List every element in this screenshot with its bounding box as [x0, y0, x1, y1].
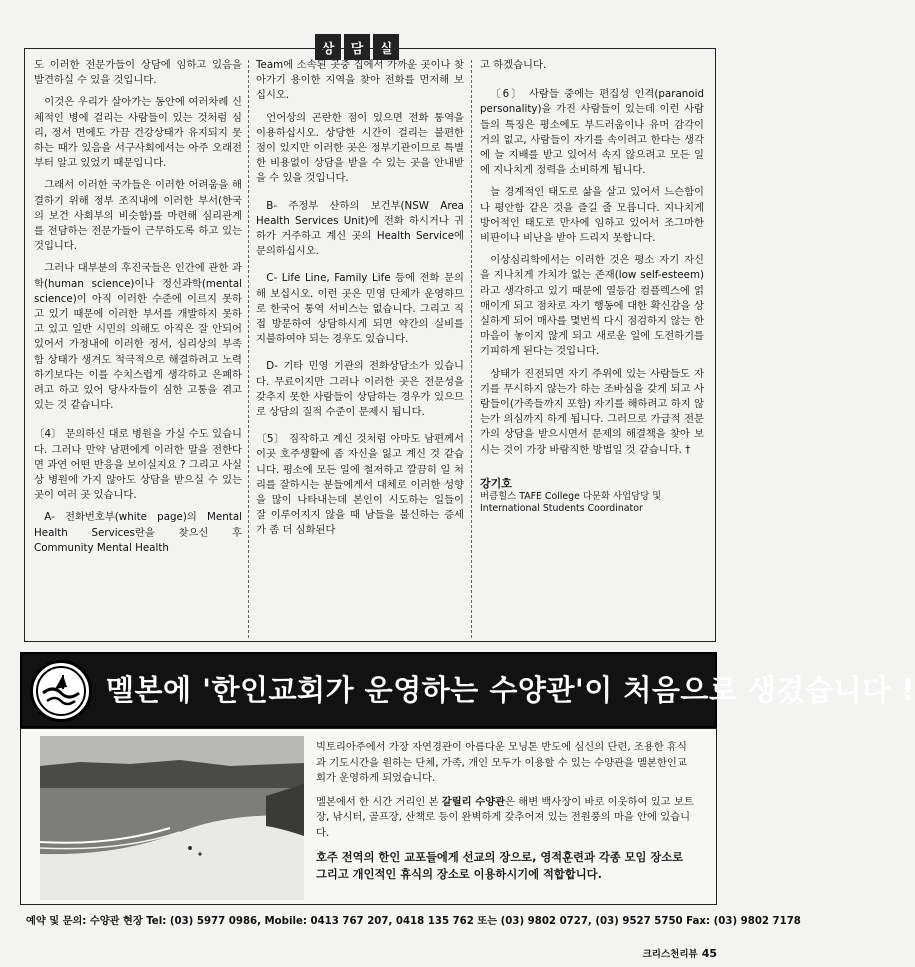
retreat-name: 갈릴리 수양관	[441, 795, 506, 808]
paragraph: D- 기타 민영 기관의 전화상담소가 있습니다. 무료이지만 그러나 이러한 곳은 전문성을 갖추지 못한 사람들이 상담하는 경우가 있으므로 상담의 질적 수준이 문제시 됩니다.	[256, 360, 464, 419]
article-column-3	[480, 58, 704, 515]
section-tag: 상	[315, 34, 341, 60]
paragraph: 〔4〕 문의하신 대로 병원을 가실 수도 있습니다. 그러나 만약 남편에게 이러한 말을 전한다면 과연 어떤 반응을 보이실지요 ? 그리고 사실상 병원에 가지 않아도 상담을 받으실 수 있는 곳이 여러 곳 있습니다.	[34, 428, 242, 502]
beach-photo	[40, 736, 304, 900]
church-logo-icon	[30, 660, 92, 722]
author-role: 버큼힐스 TAFE College 다문화 사업담당 및 International Students Coordinator	[480, 491, 662, 515]
paragraph: 상태가 진전되면 자기 주위에 있는 사람들도 자기를 무시하지 않는가 하는 조바심을 갖게 되고 사람들이(가족들까지 포함) 자기를 해하려고 하지 않는가 의심까지 하게 됩니다. 그러므로 가급적 전문가의 상담을 받으시면서 문제의 해결책을 찾아 보시는 것이 가장 바람직한 방법일 것 같습니다. †	[480, 367, 704, 456]
ad-paragraph: 호주 전역의 한인 교포들에게 선교의 장으로, 영적훈련과 각종 모임 장소로 그리고 개인적인 휴식의 장소로 이용하시기에 적합합니다.	[316, 851, 684, 881]
paragraph: 늘 경계적인 태도로 삶을 살고 있어서 느슨함이나 평안함 같은 것을 즐길 줄 모릅니다. 지나치게 방어적인 태도로 만사에 임하고 있어서 조그마한 비판이나 비난을 받아 드리지 못합니다.	[480, 186, 704, 245]
paragraph: B- 주정부 산하의 보건부(NSW Area Health Services Unit)에 전화 하시거나 귀하가 거주하고 계신 곳의 Health Service에 문의하십시오.	[256, 199, 464, 258]
section-tag: 실	[373, 34, 399, 60]
contact-text: 예약 및 문의: 수양관 현장 Tel: (03) 5977 0986, Mobile: 0413 767 207, 0418 135 762 또는 (03) 9802 0727, (03) 9527 5750 Fax: (03) 9802 7178	[26, 916, 801, 927]
ad-text	[316, 740, 694, 891]
paragraph: 도 이러한 전문가들이 상담에 임하고 있음을 발견하실 수 있을 것입니다.	[34, 59, 242, 87]
article-column-2	[256, 58, 464, 546]
paragraph: Team에 소속된 곳중 집에서 가까운 곳이나 찾아가기 용이한 지역을 찾아 전화를 먼저해 보십시오.	[256, 59, 464, 102]
paragraph: C- Life Line, Family Life 등에 전화 문의해 보십시오. 이런 곳은 민영 단체가 운영하므로 한국어 통역 서비스는 없습니다. 그리고 직접 방문하여 상담하시게 되면 약간의 실비를 지불하여야 되는 경우도 있습니다.	[256, 272, 464, 346]
paragraph: A- 전화번호부(white page)의 Mental Health Services란을 찾으신 후 Community Mental Health	[34, 511, 242, 554]
page-number: 45	[701, 947, 717, 960]
paragraph: 이것은 우리가 살아가는 동안에 여러차례 신체적인 병에 걸리는 사람들이 있는 것처럼 심리, 정서 면에도 가끔 건강상태가 유지되지 못하는 때가 있음을 서구사회에서는 아주 오래전부터 알고 있었기 때문입니다.	[34, 96, 242, 170]
banner-title: 멜본에 '한인교회가 운영하는 수양관'이 처음으로 생겼습니다 !	[106, 673, 915, 707]
paragraph: 고 하겠습니다.	[480, 59, 547, 71]
section-tag: 담	[344, 34, 370, 60]
author-name: 강기호	[480, 476, 512, 490]
paragraph: 언어상의 곤란한 점이 있으면 전화 통역을 이용하십시오. 상당한 시간이 걸리는 불편한 점이 있지만 이러한 곳은 정부기관이므로 특별한 비용없이 상담을 받을 수 있는 곳을 안내받을 수 있을 것입니다.	[256, 111, 464, 185]
paragraph: 〔5〕 짐작하고 계신 것처럼 아마도 남편께서 이곳 호주생활에 좀 자신을 잃고 계신 것 같습니다. 평소에 모든 일에 철저하고 깔끔히 일 처리를 잘하시는 분들에게서 대체로 이러한 성향을 많이 나타내는데 본인이 시도하는 일들이 잘 이루어지지 않을 때 남들을 불신하는 증세가 좀 더 심화된다	[256, 433, 464, 537]
ad-paragraph: 멜본에서 한 시간 거리인 본 갈릴리 수양관은 해변 백사장이 바로 이웃하여 있고 보트장, 낚시터, 골프장, 산책로 등이 완벽하게 갖추어져 있는 전원풍의 마을 안에 있습니다.	[316, 795, 694, 839]
paragraph: 그러나 대부분의 후진국들은 인간에 관한 과학(human science)이나 정신과학(mental science)이 아직 이러한 수준에 이르지 못하고 있기 때문에 이러한 부서를 개발하지 못하고 있고 일반 시민의 의해도 아직은 잘 안되어 있어서 가정내에 이러한 정서, 심리상의 부족함 상태가 생겨도 적극적으로 해결하려고 노력하기보다는 이를 수치스럽게 생각하고 은폐하려고 하고 있어 당사자들이 심한 고통을 겪고 있는 것 같습니다.	[34, 262, 242, 412]
ad-paragraph: 빅토리아주에서 가장 자연경관이 아름다운 모닝톤 반도에 심신의 단련, 조용한 휴식과 기도시간을 원하는 단체, 가족, 개인 모두가 이용할 수 있는 수양관을 멜본한인교회가 운영하게 되었습니다.	[316, 741, 687, 784]
paragraph: 그래서 이러한 국가들은 이러한 어려움을 해결하기 위해 정부 조직내에 이러한 부서(한국의 보건 사회부의 비슷함)를 마련해 심리관계를 전담하는 전문가들이 근무하도록 하고 있는 것입니다.	[34, 179, 242, 253]
paragraph: 이상심리학에서는 이러한 것은 평소 자기 자신을 지나치게 가치가 없는 존재(low self-esteem)라고 생각하고 있기 때문에 열등감 컴플렉스에 얽매이게 되고 점차로 자기 행동에 대한 확신감을 상실하게 되어 매사를 몇번씩 다시 점검하지 않는 한 마음이 놓이지 않게 되고 새로운 일에 도전하기를 기피하게 된다는 것입니다.	[480, 254, 704, 358]
column-divider	[471, 60, 472, 638]
column-divider	[248, 60, 249, 638]
article-column-1	[34, 58, 242, 563]
magazine-name: 크리스천리뷰	[642, 949, 698, 960]
ad-banner	[20, 652, 915, 728]
page-footer	[643, 946, 717, 960]
paragraph: 〔6〕 사람들 중에는 편집성 인격(paranoid personality)을 가진 사람들이 있는데 이런 사람들의 특징은 평소에도 부드러움이나 유머 감각이 거의 없고, 사람들이 자기를 속이려고 한다는 생각에 늘 지배를 받고 있어서 속지 않으려고 모든 일에 지나치게 정력을 소비하게 됩니다.	[480, 88, 704, 177]
contact-line	[22, 912, 801, 927]
